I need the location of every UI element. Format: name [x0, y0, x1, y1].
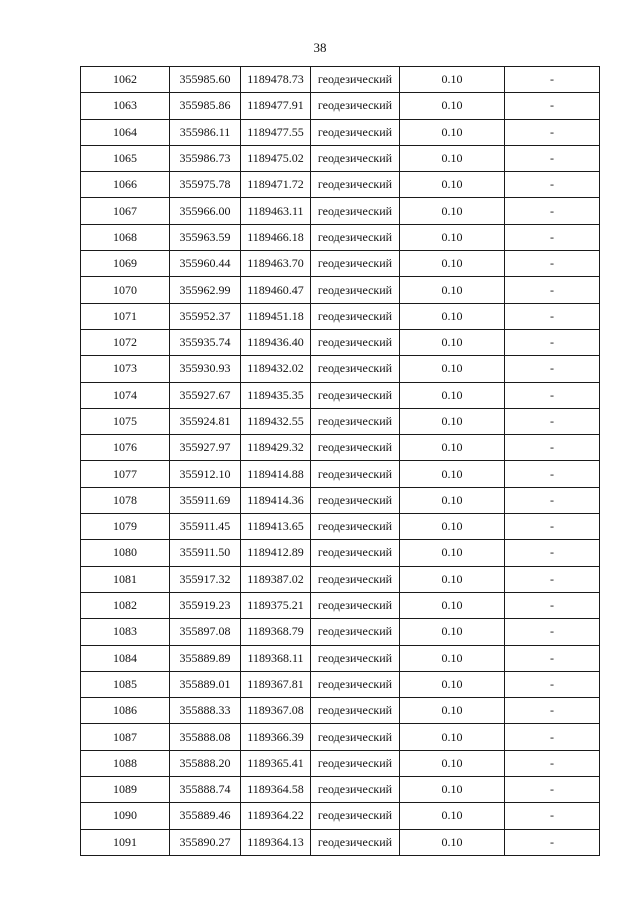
table-row	[81, 67, 600, 93]
table-row	[81, 198, 600, 224]
x-coordinate-cell: 355935.74	[170, 329, 241, 355]
accuracy-cell: 0.10	[400, 172, 505, 198]
accuracy-cell: 0.10	[400, 251, 505, 277]
description-cell: -	[505, 592, 600, 618]
x-coordinate-cell: 355962.99	[170, 277, 241, 303]
table-row	[81, 93, 600, 119]
table-row	[81, 119, 600, 145]
coordinates-table-body	[81, 67, 600, 856]
description-cell: -	[505, 198, 600, 224]
method-cell: геодезический	[311, 172, 400, 198]
y-coordinate-cell: 1189412.89	[241, 540, 311, 566]
table-row	[81, 592, 600, 618]
x-coordinate-cell: 355897.08	[170, 619, 241, 645]
description-cell: -	[505, 671, 600, 697]
y-coordinate-cell: 1189432.55	[241, 408, 311, 434]
y-coordinate-cell: 1189463.11	[241, 198, 311, 224]
point-number-cell: 1066	[81, 172, 170, 198]
table-row	[81, 172, 600, 198]
table-row	[81, 356, 600, 382]
accuracy-cell: 0.10	[400, 382, 505, 408]
method-cell: геодезический	[311, 829, 400, 855]
description-cell: -	[505, 93, 600, 119]
accuracy-cell: 0.10	[400, 566, 505, 592]
accuracy-cell: 0.10	[400, 619, 505, 645]
x-coordinate-cell: 355889.01	[170, 671, 241, 697]
x-coordinate-cell: 355986.73	[170, 145, 241, 171]
point-number-cell: 1079	[81, 514, 170, 540]
page-number: 38	[313, 40, 327, 55]
method-cell: геодезический	[311, 224, 400, 250]
y-coordinate-cell: 1189414.88	[241, 461, 311, 487]
method-cell: геодезический	[311, 435, 400, 461]
x-coordinate-cell: 355911.69	[170, 487, 241, 513]
description-cell: -	[505, 540, 600, 566]
point-number-cell: 1067	[81, 198, 170, 224]
table-row	[81, 803, 600, 829]
point-number-cell: 1065	[81, 145, 170, 171]
point-number-cell: 1086	[81, 698, 170, 724]
table-row	[81, 435, 600, 461]
table-row	[81, 777, 600, 803]
method-cell: геодезический	[311, 803, 400, 829]
y-coordinate-cell: 1189477.91	[241, 93, 311, 119]
point-number-cell: 1072	[81, 329, 170, 355]
table-row	[81, 540, 600, 566]
method-cell: геодезический	[311, 356, 400, 382]
table-row	[81, 461, 600, 487]
table-row	[81, 487, 600, 513]
y-coordinate-cell: 1189478.73	[241, 67, 311, 93]
point-number-cell: 1074	[81, 382, 170, 408]
accuracy-cell: 0.10	[400, 777, 505, 803]
method-cell: геодезический	[311, 514, 400, 540]
accuracy-cell: 0.10	[400, 487, 505, 513]
table-row	[81, 514, 600, 540]
accuracy-cell: 0.10	[400, 356, 505, 382]
x-coordinate-cell: 355927.67	[170, 382, 241, 408]
method-cell: геодезический	[311, 750, 400, 776]
point-number-cell: 1080	[81, 540, 170, 566]
method-cell: геодезический	[311, 540, 400, 566]
x-coordinate-cell: 355911.50	[170, 540, 241, 566]
y-coordinate-cell: 1189429.32	[241, 435, 311, 461]
method-cell: геодезический	[311, 198, 400, 224]
x-coordinate-cell: 355924.81	[170, 408, 241, 434]
description-cell: -	[505, 487, 600, 513]
description-cell: -	[505, 251, 600, 277]
x-coordinate-cell: 355888.33	[170, 698, 241, 724]
x-coordinate-cell: 355975.78	[170, 172, 241, 198]
y-coordinate-cell: 1189414.36	[241, 487, 311, 513]
table-row	[81, 382, 600, 408]
description-cell: -	[505, 172, 600, 198]
accuracy-cell: 0.10	[400, 829, 505, 855]
accuracy-cell: 0.10	[400, 645, 505, 671]
accuracy-cell: 0.10	[400, 408, 505, 434]
description-cell: -	[505, 382, 600, 408]
accuracy-cell: 0.10	[400, 671, 505, 697]
y-coordinate-cell: 1189463.70	[241, 251, 311, 277]
point-number-cell: 1073	[81, 356, 170, 382]
method-cell: геодезический	[311, 698, 400, 724]
description-cell: -	[505, 461, 600, 487]
point-number-cell: 1090	[81, 803, 170, 829]
accuracy-cell: 0.10	[400, 750, 505, 776]
method-cell: геодезический	[311, 119, 400, 145]
method-cell: геодезический	[311, 645, 400, 671]
x-coordinate-cell: 355888.20	[170, 750, 241, 776]
accuracy-cell: 0.10	[400, 540, 505, 566]
y-coordinate-cell: 1189364.13	[241, 829, 311, 855]
x-coordinate-cell: 355912.10	[170, 461, 241, 487]
accuracy-cell: 0.10	[400, 698, 505, 724]
point-number-cell: 1091	[81, 829, 170, 855]
accuracy-cell: 0.10	[400, 93, 505, 119]
description-cell: -	[505, 435, 600, 461]
description-cell: -	[505, 777, 600, 803]
table-row	[81, 329, 600, 355]
y-coordinate-cell: 1189460.47	[241, 277, 311, 303]
table-row	[81, 145, 600, 171]
description-cell: -	[505, 356, 600, 382]
table-row	[81, 277, 600, 303]
x-coordinate-cell: 355985.60	[170, 67, 241, 93]
x-coordinate-cell: 355919.23	[170, 592, 241, 618]
table-row	[81, 671, 600, 697]
table-row	[81, 645, 600, 671]
method-cell: геодезический	[311, 145, 400, 171]
method-cell: геодезический	[311, 592, 400, 618]
y-coordinate-cell: 1189368.11	[241, 645, 311, 671]
description-cell: -	[505, 329, 600, 355]
table-row	[81, 224, 600, 250]
y-coordinate-cell: 1189413.65	[241, 514, 311, 540]
y-coordinate-cell: 1189436.40	[241, 329, 311, 355]
description-cell: -	[505, 408, 600, 434]
x-coordinate-cell: 355985.86	[170, 93, 241, 119]
point-number-cell: 1071	[81, 303, 170, 329]
x-coordinate-cell: 355966.00	[170, 198, 241, 224]
y-coordinate-cell: 1189471.72	[241, 172, 311, 198]
y-coordinate-cell: 1189364.22	[241, 803, 311, 829]
method-cell: геодезический	[311, 93, 400, 119]
coordinates-table	[80, 66, 600, 856]
y-coordinate-cell: 1189451.18	[241, 303, 311, 329]
accuracy-cell: 0.10	[400, 592, 505, 618]
x-coordinate-cell: 355888.08	[170, 724, 241, 750]
x-coordinate-cell: 355927.97	[170, 435, 241, 461]
y-coordinate-cell: 1189435.35	[241, 382, 311, 408]
description-cell: -	[505, 803, 600, 829]
method-cell: геодезический	[311, 329, 400, 355]
point-number-cell: 1084	[81, 645, 170, 671]
method-cell: геодезический	[311, 487, 400, 513]
point-number-cell: 1082	[81, 592, 170, 618]
method-cell: геодезический	[311, 408, 400, 434]
description-cell: -	[505, 724, 600, 750]
method-cell: геодезический	[311, 67, 400, 93]
x-coordinate-cell: 355888.74	[170, 777, 241, 803]
x-coordinate-cell: 355986.11	[170, 119, 241, 145]
accuracy-cell: 0.10	[400, 119, 505, 145]
point-number-cell: 1075	[81, 408, 170, 434]
point-number-cell: 1089	[81, 777, 170, 803]
table-row	[81, 724, 600, 750]
method-cell: геодезический	[311, 251, 400, 277]
x-coordinate-cell: 355960.44	[170, 251, 241, 277]
table-row	[81, 829, 600, 855]
x-coordinate-cell: 355890.27	[170, 829, 241, 855]
x-coordinate-cell: 355963.59	[170, 224, 241, 250]
y-coordinate-cell: 1189367.08	[241, 698, 311, 724]
accuracy-cell: 0.10	[400, 198, 505, 224]
method-cell: геодезический	[311, 461, 400, 487]
point-number-cell: 1088	[81, 750, 170, 776]
method-cell: геодезический	[311, 382, 400, 408]
method-cell: геодезический	[311, 566, 400, 592]
y-coordinate-cell: 1189364.58	[241, 777, 311, 803]
point-number-cell: 1085	[81, 671, 170, 697]
y-coordinate-cell: 1189368.79	[241, 619, 311, 645]
description-cell: -	[505, 303, 600, 329]
point-number-cell: 1070	[81, 277, 170, 303]
point-number-cell: 1069	[81, 251, 170, 277]
point-number-cell: 1068	[81, 224, 170, 250]
method-cell: геодезический	[311, 777, 400, 803]
x-coordinate-cell: 355930.93	[170, 356, 241, 382]
x-coordinate-cell: 355889.46	[170, 803, 241, 829]
table-row	[81, 619, 600, 645]
x-coordinate-cell: 355889.89	[170, 645, 241, 671]
description-cell: -	[505, 67, 600, 93]
accuracy-cell: 0.10	[400, 329, 505, 355]
description-cell: -	[505, 750, 600, 776]
y-coordinate-cell: 1189366.39	[241, 724, 311, 750]
accuracy-cell: 0.10	[400, 461, 505, 487]
method-cell: геодезический	[311, 724, 400, 750]
table-row	[81, 408, 600, 434]
accuracy-cell: 0.10	[400, 435, 505, 461]
description-cell: -	[505, 224, 600, 250]
y-coordinate-cell: 1189367.81	[241, 671, 311, 697]
method-cell: геодезический	[311, 277, 400, 303]
description-cell: -	[505, 619, 600, 645]
y-coordinate-cell: 1189387.02	[241, 566, 311, 592]
y-coordinate-cell: 1189432.02	[241, 356, 311, 382]
point-number-cell: 1083	[81, 619, 170, 645]
accuracy-cell: 0.10	[400, 724, 505, 750]
y-coordinate-cell: 1189475.02	[241, 145, 311, 171]
description-cell: -	[505, 698, 600, 724]
accuracy-cell: 0.10	[400, 224, 505, 250]
accuracy-cell: 0.10	[400, 277, 505, 303]
description-cell: -	[505, 514, 600, 540]
x-coordinate-cell: 355917.32	[170, 566, 241, 592]
description-cell: -	[505, 119, 600, 145]
point-number-cell: 1078	[81, 487, 170, 513]
table-row	[81, 750, 600, 776]
description-cell: -	[505, 645, 600, 671]
y-coordinate-cell: 1189477.55	[241, 119, 311, 145]
point-number-cell: 1087	[81, 724, 170, 750]
accuracy-cell: 0.10	[400, 514, 505, 540]
accuracy-cell: 0.10	[400, 803, 505, 829]
table-row	[81, 251, 600, 277]
description-cell: -	[505, 829, 600, 855]
y-coordinate-cell: 1189375.21	[241, 592, 311, 618]
point-number-cell: 1064	[81, 119, 170, 145]
accuracy-cell: 0.10	[400, 67, 505, 93]
y-coordinate-cell: 1189365.41	[241, 750, 311, 776]
point-number-cell: 1063	[81, 93, 170, 119]
point-number-cell: 1062	[81, 67, 170, 93]
accuracy-cell: 0.10	[400, 145, 505, 171]
table-row	[81, 566, 600, 592]
table-row	[81, 303, 600, 329]
y-coordinate-cell: 1189466.18	[241, 224, 311, 250]
table-row	[81, 698, 600, 724]
description-cell: -	[505, 277, 600, 303]
point-number-cell: 1081	[81, 566, 170, 592]
accuracy-cell: 0.10	[400, 303, 505, 329]
point-number-cell: 1077	[81, 461, 170, 487]
method-cell: геодезический	[311, 671, 400, 697]
method-cell: геодезический	[311, 303, 400, 329]
description-cell: -	[505, 145, 600, 171]
description-cell: -	[505, 566, 600, 592]
point-number-cell: 1076	[81, 435, 170, 461]
method-cell: геодезический	[311, 619, 400, 645]
x-coordinate-cell: 355911.45	[170, 514, 241, 540]
x-coordinate-cell: 355952.37	[170, 303, 241, 329]
